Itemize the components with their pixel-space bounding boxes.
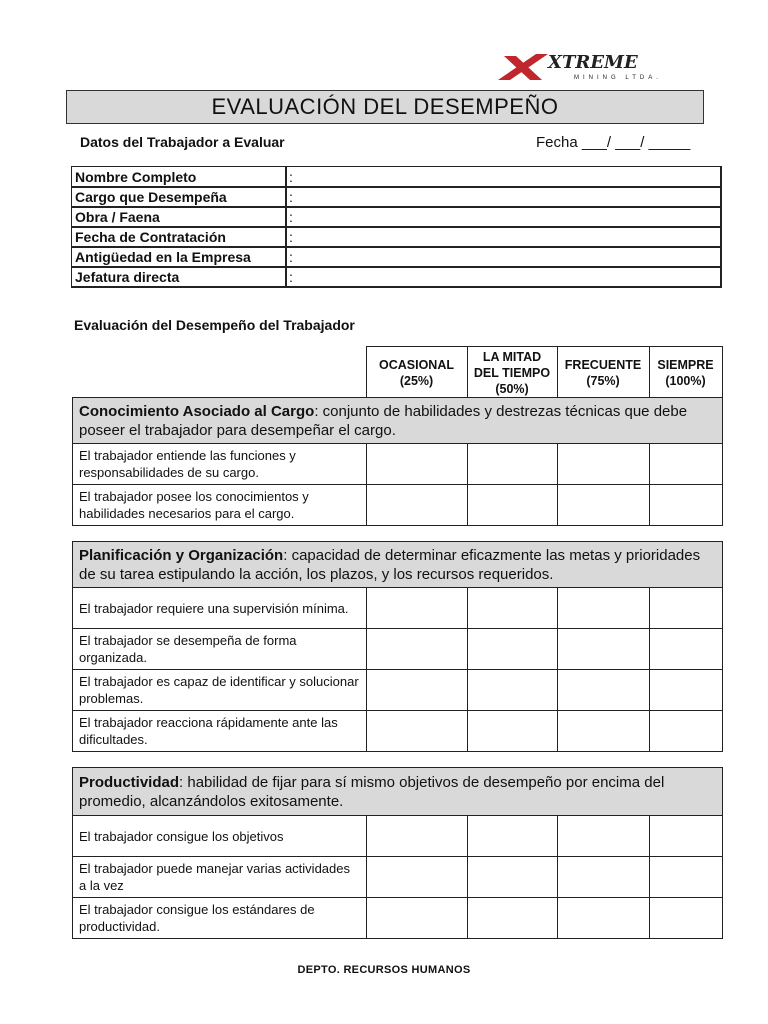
logo-brand: XTREME xyxy=(548,52,638,73)
section-table xyxy=(72,541,723,752)
info-label: Obra / Faena xyxy=(72,207,286,227)
rating-cell[interactable] xyxy=(468,670,558,711)
rating-cell[interactable] xyxy=(468,857,558,898)
rating-cell[interactable] xyxy=(558,444,650,485)
criterion-row xyxy=(73,444,723,485)
rating-cell[interactable] xyxy=(650,629,723,670)
rating-cell[interactable] xyxy=(558,588,650,629)
rating-cell[interactable] xyxy=(367,588,468,629)
info-value-field[interactable]: : xyxy=(286,267,721,287)
eval-heading: Evaluación del Desempeño del Trabajador xyxy=(74,317,355,333)
rating-cell[interactable] xyxy=(650,588,723,629)
rating-cell[interactable] xyxy=(650,670,723,711)
section-name: Planificación y Organización xyxy=(79,546,284,564)
rating-header xyxy=(72,346,723,399)
info-value-field[interactable]: : xyxy=(286,207,721,227)
criterion-text: El trabajador consigue los objetivos xyxy=(73,816,367,857)
info-row xyxy=(72,187,721,207)
info-label: Fecha de Contratación xyxy=(72,227,286,247)
rating-cell[interactable] xyxy=(468,816,558,857)
rating-cell[interactable] xyxy=(558,816,650,857)
section-desc: : conjunto de habilidades y destrezas técnicas que debe poseer el trabajador para desempeñar el cargo. xyxy=(79,402,688,439)
rating-cell[interactable] xyxy=(367,629,468,670)
rating-cell[interactable] xyxy=(367,485,468,526)
criterion-text: El trabajador puede manejar varias actividades a la vez xyxy=(73,857,367,898)
info-value-field[interactable]: : xyxy=(286,247,721,267)
rating-cell[interactable] xyxy=(558,857,650,898)
rating-cell[interactable] xyxy=(468,485,558,526)
criterion-text: El trabajador entiende las funciones y responsabilidades de su cargo. xyxy=(73,444,367,485)
criterion-text: El trabajador se desempeña de forma organizada. xyxy=(73,629,367,670)
datos-label: Datos del Trabajador a Evaluar xyxy=(80,134,285,150)
rating-cell[interactable] xyxy=(468,898,558,939)
rating-cell[interactable] xyxy=(650,816,723,857)
rating-cell[interactable] xyxy=(367,898,468,939)
criterion-row xyxy=(73,588,723,629)
rating-cell[interactable] xyxy=(367,816,468,857)
info-label: Cargo que Desempeña xyxy=(72,187,286,207)
rating-cell[interactable] xyxy=(558,485,650,526)
footer: DEPTO. RECURSOS HUMANOS xyxy=(297,964,471,976)
rating-cell[interactable] xyxy=(468,629,558,670)
section-desc: : habilidad de fijar para sí mismo objetivos de desempeño por encima del promedio, alcanzándolos exitosamente. xyxy=(79,773,665,810)
rating-cell[interactable] xyxy=(367,670,468,711)
rating-cell[interactable] xyxy=(367,857,468,898)
rating-cell[interactable] xyxy=(558,711,650,752)
criterion-row xyxy=(73,670,723,711)
criterion-text: El trabajador consigue los estándares de productividad. xyxy=(73,898,367,939)
criterion-row xyxy=(73,711,723,752)
rating-cell[interactable] xyxy=(558,670,650,711)
info-row xyxy=(72,247,721,267)
info-row xyxy=(72,207,721,227)
criterion-row xyxy=(73,485,723,526)
criterion-row xyxy=(73,629,723,670)
criterion-row xyxy=(73,816,723,857)
rating-cell[interactable] xyxy=(650,711,723,752)
worker-info-table xyxy=(71,166,721,287)
criterion-row xyxy=(73,898,723,939)
section-name: Conocimiento Asociado al Cargo xyxy=(79,402,315,420)
rating-cell[interactable] xyxy=(468,711,558,752)
rating-cell[interactable] xyxy=(558,629,650,670)
section-table xyxy=(72,767,723,939)
criterion-text: El trabajador posee los conocimientos y habilidades necesarios para el cargo. xyxy=(73,485,367,526)
info-row xyxy=(72,167,721,187)
info-value-field[interactable]: : xyxy=(286,227,721,247)
col-ocasional: OCASIONAL (25%) xyxy=(366,347,467,399)
col-siempre: SIEMPRE (100%) xyxy=(649,347,722,399)
rating-cell[interactable] xyxy=(558,898,650,939)
rating-cell[interactable] xyxy=(650,485,723,526)
rating-cell[interactable] xyxy=(367,444,468,485)
info-label: Antigüedad en la Empresa xyxy=(72,247,286,267)
section-desc: : capacidad de determinar eficazmente las metas y prioridades de su tarea estipulando la acción, los plazos, y los recursos requeridos. xyxy=(79,546,701,583)
info-label: Nombre Completo xyxy=(72,167,286,187)
col-mitad: LA MITAD DEL TIEMPO (50%) xyxy=(467,347,557,399)
rating-cell[interactable] xyxy=(650,898,723,939)
col-frecuente: FRECUENTE (75%) xyxy=(557,347,649,399)
rating-cell[interactable] xyxy=(468,444,558,485)
criterion-text: El trabajador reacciona rápidamente ante las dificultades. xyxy=(73,711,367,752)
xtreme-logo xyxy=(496,50,706,84)
section-name: Productividad xyxy=(79,773,180,791)
info-label: Jefatura directa xyxy=(72,267,286,287)
info-row xyxy=(72,267,721,287)
info-value-field[interactable]: : xyxy=(286,167,721,187)
info-row xyxy=(72,227,721,247)
info-value-field[interactable]: : xyxy=(286,187,721,207)
rating-cell[interactable] xyxy=(468,588,558,629)
rating-cell[interactable] xyxy=(367,711,468,752)
criterion-text: El trabajador es capaz de identificar y solucionar problemas. xyxy=(73,670,367,711)
section-header xyxy=(73,542,723,588)
section-table xyxy=(72,397,723,526)
criterion-text: El trabajador requiere una supervisión mínima. xyxy=(73,588,367,629)
logo-sub: MINING LTDA. xyxy=(574,75,662,81)
criterion-row xyxy=(73,857,723,898)
rating-cell[interactable] xyxy=(650,444,723,485)
section-header xyxy=(73,768,723,816)
section-header xyxy=(73,398,723,444)
rating-cell[interactable] xyxy=(650,857,723,898)
page-title: EVALUACIÓN DEL DESEMPEÑO xyxy=(66,90,704,124)
fecha-field[interactable]: Fecha ___/ ___/ _____ xyxy=(536,134,691,151)
